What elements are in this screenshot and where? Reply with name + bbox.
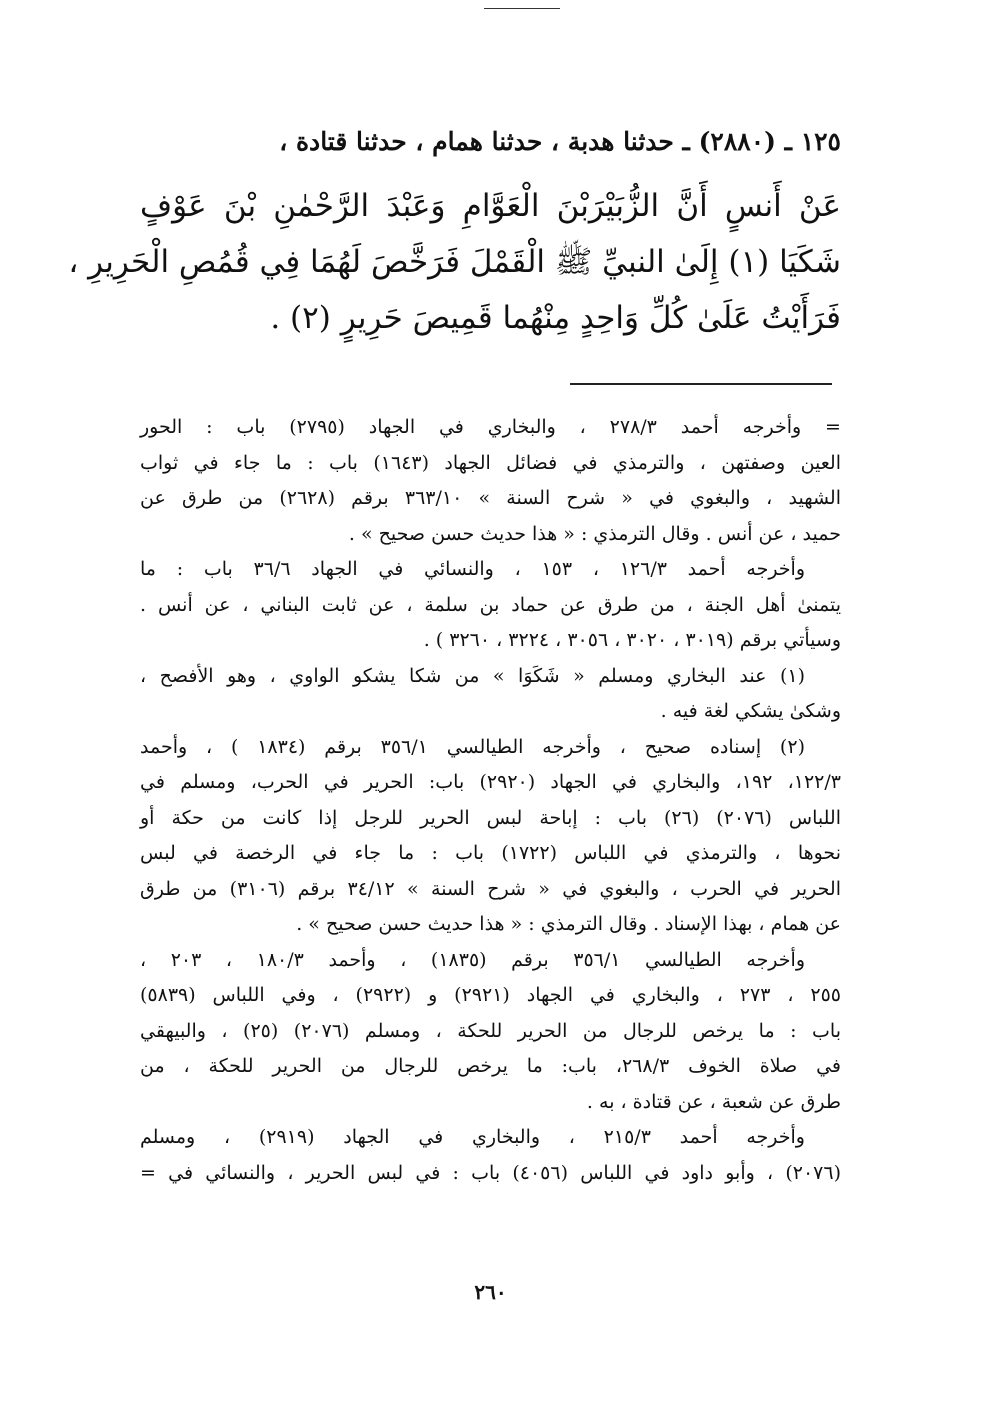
- footnote-line: (٢٠٧٦) ، وأبو داود في اللباس (٤٠٥٦) باب : في لبس الحرير ، والنسائي في =: [140, 1161, 842, 1184]
- footnote-line: نحوها ، والترمذي في اللباس (١٧٢٢) باب : ما جاء في الرخصة في لبس: [140, 842, 841, 864]
- hadith-text-line: عَنْ أَنسٍ أَنَّ الزُّبَيْرَبْنَ الْعَوَّامِ وَعَبْدَ الرَّحْمٰنِ بْنَ عَوْفٍ: [140, 188, 841, 224]
- footnote-line: يتمنىٰ أهل الجنة ، من طرق عن حماد بن سلمة ، عن ثابت البناني ، عن أنس .: [140, 593, 841, 616]
- footnote-line: ١٢٢/٣، ١٩٢، والبخاري في الجهاد (٢٩٢٠) باب: الحرير في الحرب، ومسلم في: [140, 771, 841, 793]
- footnote-line: باب : ما يرخص للرجال من الحرير للحكة ، ومسلم (٢٠٧٦) (٢٥) ، والبيهقي: [140, 1019, 841, 1042]
- footnotes-block: [140, 410, 841, 1191]
- footnote-line: ٢٥٥ ، ٢٧٣ ، والبخاري في الجهاد (٢٩٢١) و (٢٩٢٢) ، وفي اللباس (٥٨٣٩): [140, 984, 841, 1006]
- footnote-line: وسيأتي برقم (٣٠١٩ ، ٣٠٢٠ ، ٣٠٥٦ ، ٣٢٢٤ ، ٣٢٦٠ ) .: [423, 629, 841, 651]
- hadith-text-line: فَرَأَيْتُ عَلَىٰ كُلِّ وَاحِدٍ مِنْهُما قَمِيصَ حَرِيرٍ (٢) .: [270, 300, 841, 336]
- hadith-text-line: شَكَيَا (١) إِلَىٰ النبيِّ ﷺ الْقَمْلَ فَرَخَّصَ لَهُمَا فِي قُمُصِ الْحَرِيرِ ،: [68, 244, 841, 280]
- top-rule: [484, 8, 560, 9]
- footnote-line: الشهيد ، والبغوي في « شرح السنة » ٣٦٣/١٠ برقم (٢٦٢٨) من طرق عن: [140, 487, 841, 509]
- footnote-line: في صلاة الخوف ٢٦٨/٣، باب: ما يرخص للرجال من الحرير للحكة ، من: [140, 1055, 841, 1077]
- footnote-line: وشكىٰ يشكي لغة فيه .: [660, 700, 841, 722]
- footnote-line: = وأخرجه أحمد ٢٧٨/٣ ، والبخاري في الجهاد (٢٧٩٥) باب : الحور: [140, 416, 841, 438]
- footnote-line: وأخرجه أحمد ١٢٦/٣ ، ١٥٣ ، والنسائي في الجهاد ٣٦/٦ باب : ما: [140, 558, 805, 580]
- footnote-line: وأخرجه الطيالسي ٣٥٦/١ برقم (١٨٣٥) ، وأحمد ١٨٠/٣ ، ٢٠٣ ،: [140, 948, 805, 971]
- footnote-line: (٢) إسناده صحيح ، وأخرجه الطيالسي ٣٥٦/١ برقم (١٨٣٤ ) ، وأحمد: [140, 735, 805, 758]
- footnote-separator: [570, 383, 832, 385]
- footnote-line: اللباس (٢٠٧٦) (٢٦) باب : إباحة لبس الحرير للرجل إذا كانت من حكة أو: [140, 806, 841, 829]
- page-number: ٢٦٠: [474, 1280, 507, 1304]
- footnote-line: عن همام ، بهذا الإسناد . وقال الترمذي : « هذا حديث حسن صحيح » .: [296, 913, 841, 935]
- footnote-line: طرق عن شعبة ، عن قتادة ، به .: [586, 1090, 841, 1113]
- footnote-line: حميد ، عن أنس . وقال الترمذي : « هذا حديث حسن صحيح » .: [348, 522, 841, 545]
- hadith-block: [68, 118, 841, 346]
- footnote-line: (١) عند البخاري ومسلم « شَكَوَا » من شكا يشكو الواوي ، وهو الأفصح ،: [140, 664, 805, 687]
- footnote-line: وأخرجه أحمد ٢١٥/٣ ، والبخاري في الجهاد (٢٩١٩) ، ومسلم: [140, 1126, 805, 1148]
- footnote-line: الحرير في الحرب ، والبغوي في « شرح السنة » ٣٤/١٢ برقم (٣١٠٦) من طرق: [140, 877, 841, 900]
- hadith-header: ١٢٥ ـ (٢٨٨٠) ـ حدثنا هدبة ، حدثنا همام ، حدثنا قتادة ،: [279, 127, 841, 156]
- footnote-line: العين وصفتهن ، والترمذي في فضائل الجهاد (١٦٤٣) باب : ما جاء في ثواب: [140, 451, 841, 474]
